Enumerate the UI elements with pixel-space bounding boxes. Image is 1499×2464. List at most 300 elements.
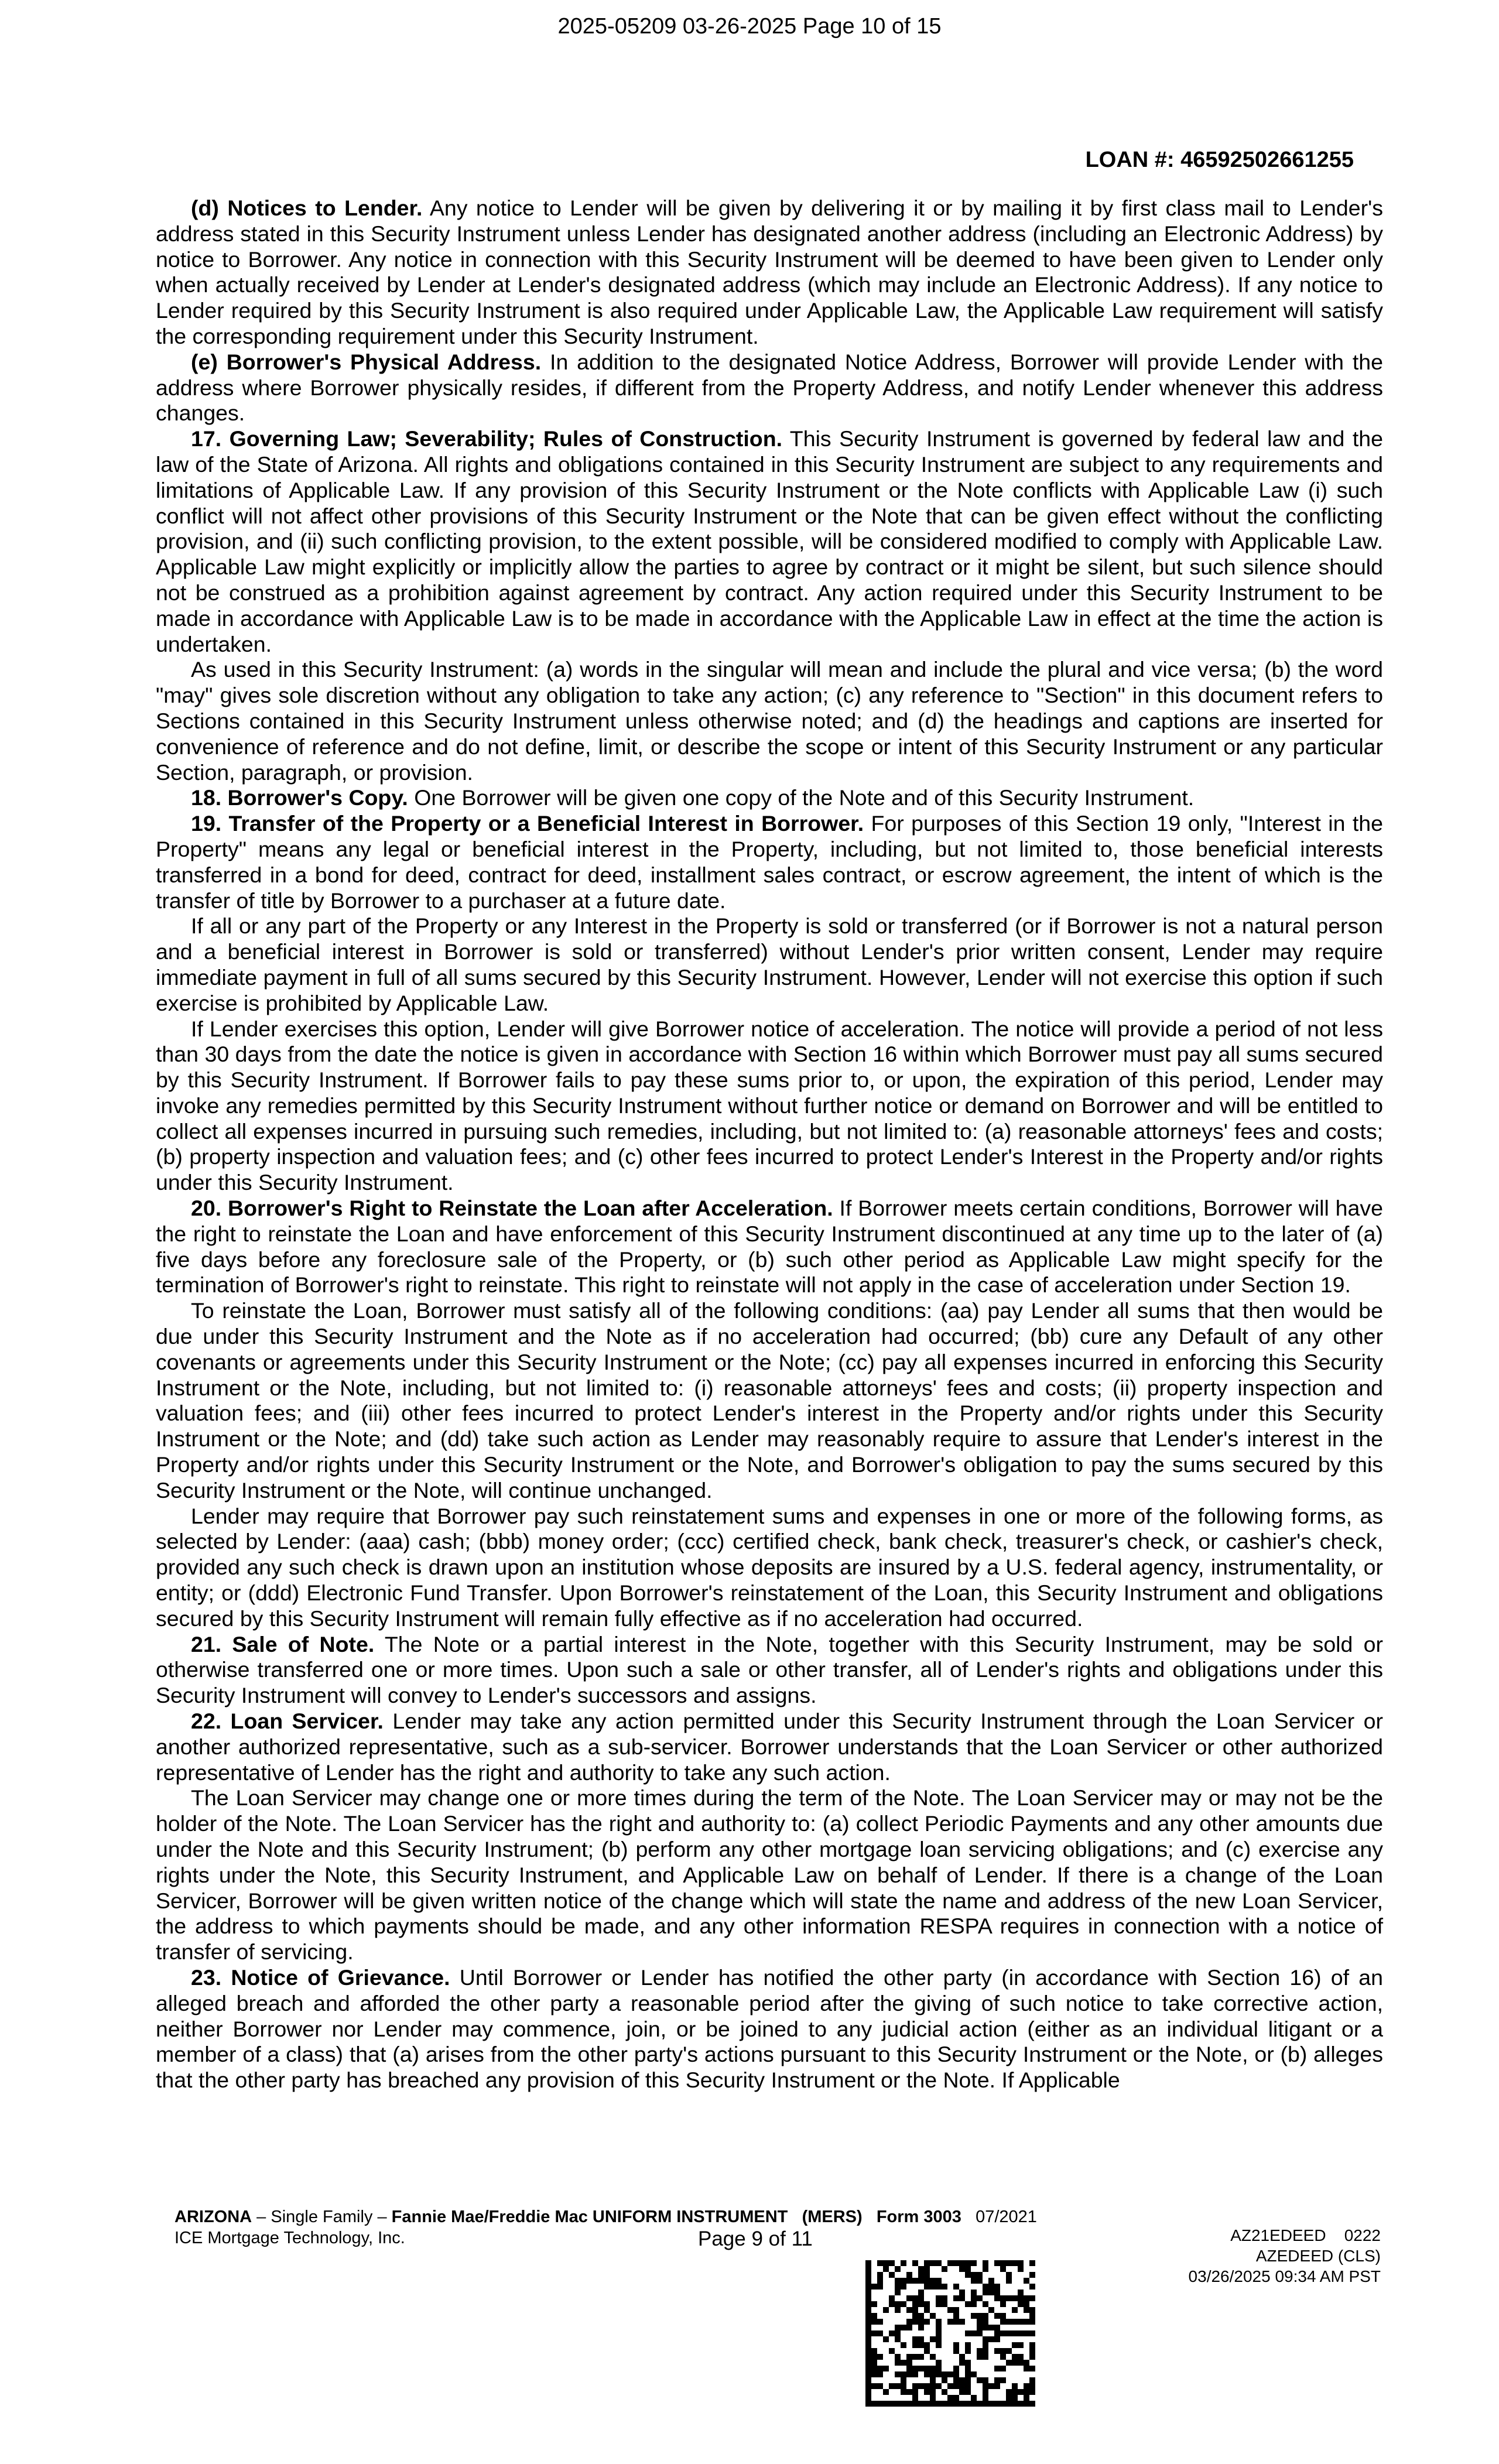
barcode-module [895,2290,901,2295]
barcode-module [924,2348,930,2354]
footer-page-number: Page 9 of 11 [698,2227,813,2250]
barcode-module [865,2336,871,2342]
barcode-module [971,2301,977,2307]
footer-family: – Single Family – [252,2208,392,2226]
barcode-module [871,2330,877,2336]
barcode-module [918,2354,924,2360]
barcode-module [901,2325,906,2330]
barcode-module [1018,2389,1024,2395]
barcode-module [924,2266,930,2272]
barcode-module [983,2319,988,2325]
paragraph-text: If Lender exercises this option, Lender will give Borrower notice of acceleration. The notice will provide a period of not less than 30 days from the date the notice is given in accordance with Section 16 within which Borrower must pay all sums secured by this Security Instrument. If Borrower fails to pay these sums prior to, or upon, the expiration of this period, Lender may invoke any remedies permitted by this Security Instrument without further notice or demand on Borrower and will be entitled to collect all expenses incurred in pursuing such remedies, including, but not limited to: (a) reasonable attorneys' fees and costs; (b) property inspection and valuation fees; and (c) other fees incurred to protect Lender's Interest in the Property and/or rights under this Security Instrument. [156,1016,1383,1195]
barcode-module [895,2307,901,2313]
barcode-module [977,2272,983,2278]
barcode-module [1029,2313,1035,2319]
barcode-module [1018,2330,1024,2336]
barcode-module [924,2301,930,2307]
barcode-module [883,2401,889,2407]
barcode-module [918,2366,924,2371]
barcode-module [1024,2401,1029,2407]
barcode-module [877,2354,883,2360]
barcode-module [1029,2354,1035,2360]
barcode-module [1024,2307,1029,2313]
barcode-module [965,2266,971,2272]
barcode-module [912,2383,918,2389]
barcode-module [918,2295,924,2301]
barcode-module [936,2278,942,2284]
barcode-module [1012,2354,1018,2360]
barcode-module [977,2278,983,2284]
barcode-module [924,2319,930,2325]
barcode-module [930,2371,936,2377]
barcode-module [912,2301,918,2307]
paragraph-heading: 20. Borrower's Right to Reinstate the Loan after Acceleration. [191,1196,833,1221]
footer-mers: (MERS) [802,2208,863,2226]
barcode-module [918,2401,924,2407]
barcode-module [965,2272,971,2278]
paragraph-text: For purposes of this Section 19 only, "Interest in the Property" means any legal or beneficial interest in the Property, including, but not limited to, those beneficial interests transferred in a bond for deed, contract for deed, installment sales contract, or escrow agreement, the intent of which is the transfer of title by Borrower to a purchaser at a future date. [156,811,1383,913]
footer-uniform-instrument: Fannie Mae/Freddie Mac UNIFORM INSTRUMENT [391,2208,788,2226]
barcode-module [895,2330,901,2336]
footer-form-date: 07/2021 [976,2208,1037,2226]
barcode-module [901,2342,906,2348]
barcode-module [953,2295,959,2301]
barcode-module [977,2330,983,2336]
barcode-module [983,2336,988,2342]
footer-timestamp: 03/26/2025 09:34 AM PST [1188,2267,1381,2285]
barcode-module [918,2336,924,2342]
barcode-module [924,2284,930,2290]
barcode-module [1024,2295,1029,2301]
barcode-module [877,2260,883,2266]
barcode-module [953,2348,959,2354]
barcode-module [871,2348,877,2354]
paragraph-heading: 18. Borrower's Copy. [191,785,408,810]
barcode-module [942,2284,947,2290]
paragraph-text: Any notice to Lender will be given by delivering it or by mailing it by first class mail to Lender's address stated in this Security Instrument unless Lender has designated another address (including an Electronic Address) by notice to Borrower. Any notice in connection with this Security Instrument will be deemed to have been given to Lender only when actually received by Lender at Lender's designated address (which may include an Electronic Address). If any notice to Lender required by this Security Instrument is also required under Applicable Law, the Applicable Law requirement will satisfy the corresponding requirement under this Security Instrument. [156,196,1383,348]
barcode-module [983,2383,988,2389]
barcode-module [912,2295,918,2301]
barcode-module [1018,2319,1024,2325]
barcode-module [942,2301,947,2307]
barcode-module [906,2371,912,2377]
barcode-module [1029,2260,1035,2266]
barcode-module [959,2290,965,2295]
barcode-module [883,2260,889,2266]
barcode-module [906,2389,912,2395]
barcode-module [918,2342,924,2348]
barcode-module [918,2313,924,2319]
barcode-module [883,2336,889,2342]
barcode-module [942,2401,947,2407]
barcode-module [871,2313,877,2319]
barcode-module [959,2401,965,2407]
barcode-module [883,2389,889,2395]
barcode-module [865,2395,871,2401]
barcode-module [983,2395,988,2401]
barcode-module [865,2307,871,2313]
barcode-module [1000,2348,1006,2354]
barcode-module [883,2266,889,2272]
barcode-module [889,2272,895,2278]
barcode-module [1024,2301,1029,2307]
barcode-module [977,2325,983,2330]
barcode-module [959,2389,965,2395]
barcode-module [1018,2295,1024,2301]
barcode-module [988,2401,994,2407]
barcode-module [918,2290,924,2295]
barcode-module [971,2371,977,2377]
barcode-module [1006,2330,1012,2336]
paragraph [156,196,1383,350]
paragraph-text: Lender may take any action permitted under this Security Instrument through the Loan Servicer or another authorized representative, such as a sub-servicer. Borrower understands that the Loan Servicer or other authorized representative of Lender has the right and authority to take any such action. [156,1709,1383,1785]
barcode-module [912,2307,918,2313]
barcode-module [1029,2284,1035,2290]
barcode-module [912,2260,918,2266]
barcode-module [1029,2272,1035,2278]
barcode-module [1006,2389,1012,2395]
barcode-module [947,2307,953,2313]
barcode-module [918,2325,924,2330]
barcode-module [1000,2266,1006,2272]
barcode-module [912,2401,918,2407]
paragraph-text: If all or any part of the Property or any Interest in the Property is sold or transferred (or if Borrower is not a natural person and a beneficial interest in Borrower is sold or transferred) without Lender's prior written consent, Lender may require immediate payment in full of all sums secured by this Security Instrument. However, Lender will not exercise this option if such exercise is prohibited by Applicable Law. [156,913,1383,1015]
barcode-module [924,2307,930,2313]
barcode-module [965,2371,971,2377]
barcode-module [930,2284,936,2290]
paragraph-text: This Security Instrument is governed by federal law and the law of the State of Arizona. All rights and obligations contained in this Security Instrument are subject to any requirements and limitations of Applicable Law. If any provision of this Security Instrument or the Note conflicts with Applicable Law (i) such conflict will not affect other provisions of this Security Instrument or the Note that can be given effect without the conflicting provision, and (ii) such conflicting provision, to the extent possible, will be considered modified to comply with Applicable Law. Applicable Law might explicitly or implicitly allow the parties to agree by contract or it might be silent, but such silence should not be construed as a prohibition against agreement by contract. Any action required under this Security Instrument to be made in accordance with Applicable Law is to be made in accordance with the Applicable Law in effect at the time the action is undertaken. [156,426,1383,656]
barcode-module [1012,2401,1018,2407]
paragraph [156,913,1383,1016]
barcode-module [983,2301,988,2307]
barcode-module [906,2319,912,2325]
barcode-module [930,2401,936,2407]
barcode-module [1006,2278,1012,2284]
barcode-module [959,2354,965,2360]
barcode-module [918,2383,924,2389]
barcode-module [971,2260,977,2266]
barcode-module [1029,2295,1035,2301]
barcode-module [865,2278,871,2284]
barcode-module [1029,2342,1035,2348]
barcode-module [1024,2383,1029,2389]
barcode-module [865,2354,871,2360]
barcode-module [953,2366,959,2371]
paragraph-heading: 19. Transfer of the Property or a Beneficial Interest in Borrower. [191,811,864,836]
barcode-module [895,2401,901,2407]
barcode-module [1012,2395,1018,2401]
barcode-module [930,2260,936,2266]
barcode-module [994,2377,1000,2383]
barcode-module [1018,2301,1024,2307]
paragraph [156,811,1383,913]
barcode-module [942,2266,947,2272]
barcode-module [983,2260,988,2266]
barcode-module [936,2295,942,2301]
barcode-module [877,2371,883,2377]
barcode-module [1029,2401,1035,2407]
barcode-module [912,2354,918,2360]
barcode-module [1018,2290,1024,2295]
barcode-module [865,2330,871,2336]
barcode-module [994,2348,1000,2354]
barcode-module [924,2401,930,2407]
barcode-module [889,2401,895,2407]
barcode-module [1018,2354,1024,2360]
barcode-module [895,2336,901,2342]
barcode-module [947,2319,953,2325]
barcode-module [930,2354,936,2360]
barcode-module [953,2383,959,2389]
barcode-module [865,2342,871,2348]
barcode-module [877,2319,883,2325]
barcode-module [971,2330,977,2336]
barcode-module [912,2395,918,2401]
paragraph-heading: 17. Governing Law; Severability; Rules of Construction. [191,426,783,451]
barcode-module [906,2360,912,2366]
barcode-module [924,2371,930,2377]
barcode-module [1000,2330,1006,2336]
loan-number: LOAN #: 46592502661255 [1085,148,1354,172]
barcode-module [965,2360,971,2366]
paragraph [156,1785,1383,1965]
barcode-module [942,2377,947,2383]
barcode-module [959,2266,965,2272]
barcode-module [1029,2377,1035,2383]
barcode-module [965,2377,971,2383]
barcode-module [947,2401,953,2407]
barcode-module [912,2389,918,2395]
barcode-module [965,2383,971,2389]
barcode-module [994,2366,1000,2371]
barcode-module [918,2278,924,2284]
paragraph-text: In addition to the designated Notice Address, Borrower will provide Lender with the address where Borrower physically resides, if different from the Property Address, and notify Lender whenever this address changes. [156,349,1383,426]
barcode-module [965,2330,971,2336]
barcode-module [953,2260,959,2266]
barcode-module [865,2389,871,2395]
barcode-module [936,2371,942,2377]
barcode-module [953,2342,959,2348]
barcode-module [947,2383,953,2389]
barcode-module [1012,2295,1018,2301]
paragraph-text: If Borrower meets certain conditions, Borrower will have the right to reinstate the Loan and have enforcement of this Security Instrument discontinued at any time up to the later of (a) five days before any foreclosure sale of the Property, or (b) such other period as Applicable Law might specify for the termination of Borrower's right to reinstate. This right to reinstate will not apply in the case of acceleration under Section 19. [156,1196,1383,1298]
barcode-module [1029,2383,1035,2389]
barcode-module [871,2354,877,2360]
barcode-module [865,2272,871,2278]
barcode-module [895,2301,901,2307]
barcode-module [871,2401,877,2407]
barcode-module [1029,2366,1035,2371]
barcode-module [912,2342,918,2348]
barcode-module [953,2371,959,2377]
barcode-module [942,2371,947,2377]
barcode-module [983,2284,988,2290]
barcode-module [883,2307,889,2313]
barcode-module [936,2260,942,2266]
barcode-module [889,2301,895,2307]
barcode-module [901,2383,906,2389]
barcode-module [965,2348,971,2354]
barcode-module [930,2395,936,2401]
barcode-module [965,2301,971,2307]
barcode-module [994,2325,1000,2330]
barcode-module [953,2313,959,2319]
barcode-module [1000,2366,1006,2371]
barcode-module [889,2330,895,2336]
barcode-module [871,2360,877,2366]
barcode-module [871,2284,877,2290]
paragraph-text: The Note or a partial interest in the Note, together with this Security Instrument, may be sold or otherwise transferred one or more times. Upon such a sale or other transfer, all of Lender's rights and obligations under this Security Instrument will convey to Lender's successors and assigns. [156,1631,1383,1708]
barcode-module [965,2260,971,2266]
barcode-module [871,2301,877,2307]
barcode-module [895,2371,901,2377]
barcode-module [1000,2313,1006,2319]
barcode-module [901,2278,906,2284]
barcode-module [953,2401,959,2407]
footer-state: ARIZONA [174,2208,252,2226]
barcode-module [1012,2342,1018,2348]
barcode-module [912,2336,918,2342]
barcode-module [983,2354,988,2360]
barcode-module [1029,2389,1035,2395]
barcode-module [971,2278,977,2284]
barcode-module [865,2295,871,2301]
barcode-module [889,2348,895,2354]
paragraph [156,426,1383,657]
barcode-module [895,2383,901,2389]
paragraph-heading: 23. Notice of Grievance. [191,1965,450,1990]
barcode-module [912,2371,918,2377]
paragraph [156,1504,1383,1632]
barcode-module [1000,2401,1006,2407]
barcode-module [906,2278,912,2284]
barcode-module [901,2360,906,2366]
barcode-module [895,2278,901,2284]
paragraph-text: One Borrower will be given one copy of the Note and of this Security Instrument. [408,785,1195,810]
barcode-module [936,2319,942,2325]
barcode-module [1006,2319,1012,2325]
barcode-module [965,2366,971,2371]
barcode-module [865,2301,871,2307]
barcode-module [988,2336,994,2342]
barcode-module [936,2360,942,2366]
barcode-module [983,2313,988,2319]
barcode-module [901,2260,906,2266]
barcode-module [988,2383,994,2389]
barcode-module [994,2313,1000,2319]
footer-codes [1189,2225,1381,2287]
barcode-module [912,2366,918,2371]
barcode-module [889,2260,895,2266]
barcode-module [1024,2360,1029,2366]
barcode-module [1000,2319,1006,2325]
barcode-module [895,2325,901,2330]
barcode-module [901,2389,906,2395]
barcode-module [930,2389,936,2395]
barcode-module [924,2383,930,2389]
paragraph [156,350,1383,426]
barcode-module [1000,2301,1006,2307]
paragraph [156,1709,1383,1785]
barcode-module [865,2366,871,2371]
barcode-module [971,2272,977,2278]
barcode-module [1024,2319,1029,2325]
barcode-module [871,2371,877,2377]
barcode-module [1024,2395,1029,2401]
barcode-module [930,2383,936,2389]
barcode-module [1000,2260,1006,2266]
barcode-module [924,2389,930,2395]
barcode-module [901,2371,906,2377]
barcode-module [936,2342,942,2348]
barcode-module [877,2330,883,2336]
barcode-module [959,2295,965,2301]
barcode-module [983,2325,988,2330]
barcode-module [965,2389,971,2395]
barcode-module [959,2383,965,2389]
barcode-module [953,2284,959,2290]
barcode-module [865,2319,871,2325]
footer-vendor: ICE Mortgage Technology, Inc. [174,2229,405,2247]
barcode-module [1012,2360,1018,2366]
barcode-module [936,2284,942,2290]
barcode-module [1018,2401,1024,2407]
paragraph-heading: (d) Notices to Lender. [191,196,423,220]
barcode-module [994,2336,1000,2342]
barcode-module [1029,2330,1035,2336]
barcode-module [865,2348,871,2354]
barcode-module [865,2290,871,2295]
barcode-module [947,2260,953,2266]
paragraph-text: Until Borrower or Lender has notified the other party (in accordance with Section 16) of an alleged breach and afforded the other party a reasonable period after the giving of such notice to take corrective action, neither Borrower nor Lender may commence, join, or be joined to any judicial action (either as an individual litigant or a member of a class) that (a) arises from the other party's actions pursuant to this Security Instrument or the Note, or (b) alleges that the other party has breached any provision of this Security Instrument or the Note. If Applicable [156,1965,1383,2093]
barcode-module [977,2313,983,2319]
barcode-module [889,2295,895,2301]
barcode-module [1024,2278,1029,2284]
barcode-module [988,2284,994,2290]
barcode-module [865,2383,871,2389]
barcode-module [865,2260,871,2266]
paragraph-text: Lender may require that Borrower pay such reinstatement sums and expenses in one or more of the following forms, as selected by Lender: (aaa) cash; (bbb) money order; (ccc) certified check, bank check, treasurer's check, or cashier's check, provided any such check is drawn upon an institution whose deposits are insured by a U.S. federal agency, instrumentality, or entity; or (ddd) Electronic Fund Transfer. Upon Borrower's reinstatement of the Loan, this Security Instrument and obligations secured by this Security Instrument will remain fully effective as if no acceleration had occurred. [156,1503,1383,1631]
barcode-module [1006,2401,1012,2407]
barcode-module [924,2366,930,2371]
barcode-module [918,2301,924,2307]
barcode-module [924,2342,930,2348]
barcode-module [983,2389,988,2395]
barcode-module [994,2330,1000,2336]
barcode-module [865,2371,871,2377]
barcode-module [930,2278,936,2284]
paragraph-text: To reinstate the Loan, Borrower must satisfy all of the following conditions: (aa) pay Lender all sums that then would be due under this Security Instrument and the Note as if no acceleration had occurred; (bb) cure any Default of any other covenants or agreements under this Security Instrument or the Note; (cc) pay all expenses incurred in enforcing this Security Instrument or the Note, including, but not limited to: (i) reasonable attorneys' fees and costs; (ii) property inspection and valuation fees; and (iii) other fees incurred to protect Lender's interest in the Property and/or rights under this Security Instrument or the Note; and (dd) take such action as Lender may reasonably require to assure that Lender's interest in the Property and/or rights under this Security Instrument or the Note, and Borrower's obligation to pay the sums secured by this Security Instrument or the Note, will continue unchanged. [156,1298,1383,1503]
barcode-module [1006,2395,1012,2401]
barcode-module [1018,2360,1024,2366]
paragraph [156,1632,1383,1709]
paragraph [156,1298,1383,1503]
barcode-module [994,2260,1000,2266]
barcode-module [936,2401,942,2407]
barcode-module [1006,2272,1012,2278]
barcode-module [936,2301,942,2307]
barcode-module [983,2342,988,2348]
barcode-module [971,2295,977,2301]
barcode-module [1012,2383,1018,2389]
barcode-module [1012,2260,1018,2266]
barcode-module [906,2366,912,2371]
barcode-module [877,2272,883,2278]
barcode-module [871,2383,877,2389]
barcode-module [959,2377,965,2383]
barcode-module [1029,2348,1035,2354]
barcode-module [994,2295,1000,2301]
